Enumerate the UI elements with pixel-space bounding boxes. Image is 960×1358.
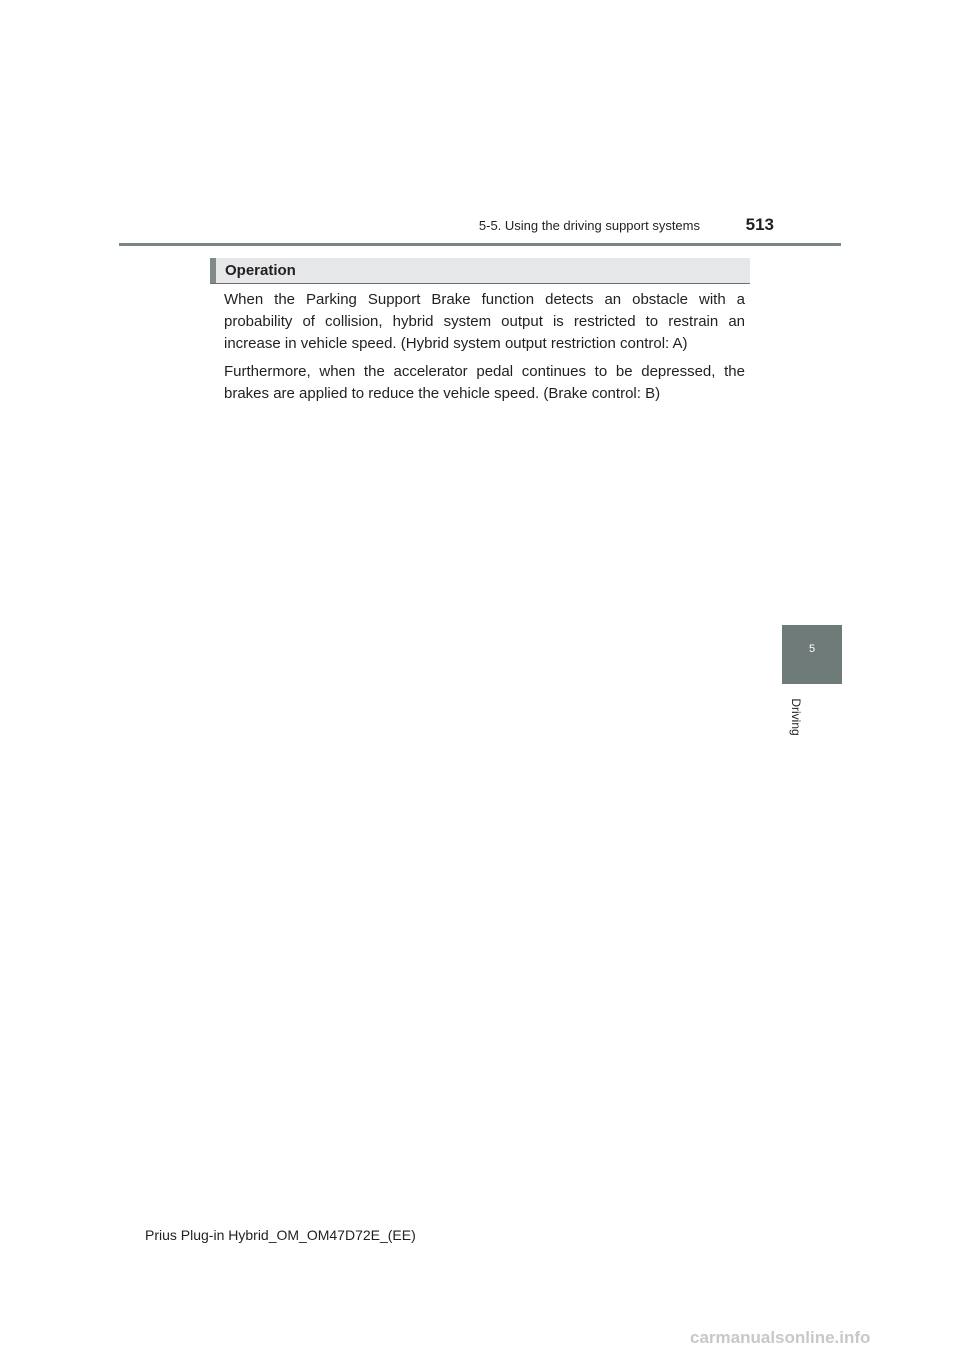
watermark[interactable]: carmanualsonline.info bbox=[690, 1328, 871, 1347]
section-heading-accent bbox=[210, 258, 216, 283]
running-header-title: 5-5. Using the driving support systems bbox=[478, 218, 700, 233]
chapter-number: 5 bbox=[808, 643, 816, 655]
page-number: 513 bbox=[745, 215, 774, 234]
body-paragraph-2: Furthermore, when the accelerator pedal continues to be depressed, the brakes are applied to reduce the vehicle speed. (Brake control: B) bbox=[224, 363, 745, 402]
chapter-tab bbox=[782, 625, 842, 684]
chapter-label: Driving bbox=[789, 698, 803, 736]
header-rule bbox=[119, 243, 841, 246]
section-heading-bar bbox=[210, 258, 750, 284]
body-paragraph-1: When the Parking Support Brake function detects an obstacle with a probability of collision, hybrid system output is restricted to restrain an increase in vehicle speed. (Hybrid system output restriction control: A) bbox=[224, 291, 745, 352]
footer-document-id: Prius Plug-in Hybrid_OM_OM47D72E_(EE) bbox=[145, 1227, 416, 1243]
section-heading: Operation bbox=[225, 262, 296, 279]
